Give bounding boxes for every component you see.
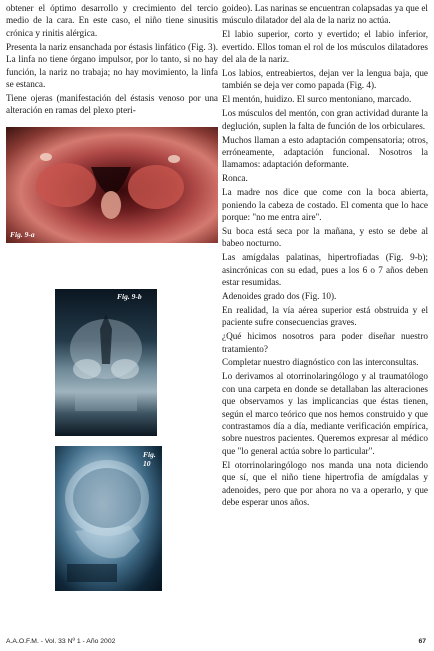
paragraph: En realidad, la vía aérea superior está obstruida y el paciente sufre consecuencias graves. [222, 304, 428, 328]
paragraph: goideo). Las narinas se encuentran colapsadas ya que el músculo dilatador del ala de la nariz no actúa. [222, 3, 428, 26]
paragraph: Presenta la nariz ensanchada por éstasis linfático (Fig. 3). La linfa no tiene órgano impulsor, por lo tanto, si no hay función, la nariz no trabaja; no hay movimiento, la linfa se estanca. [6, 41, 218, 89]
figure-9a-throat-photo [6, 127, 218, 243]
left-column [6, 2, 218, 118]
paragraph: Tiene ojeras (manifestación del éstasis venoso por una alteración en ramas del plexo pteri- [6, 92, 218, 116]
paragraph: El otorrinolaringólogo nos manda una nota diciendo que sí, que el niño tiene hipertrofia de amígdalas y adenoides, pero que por ahora no va a operarlo, y que debe esperar unos años. [222, 459, 428, 507]
paragraph: El labio superior, corto y evertido; el labio inferior, evertido. Ellos toman el rol de los músculos dilatadores del ala de la nariz. [222, 29, 428, 65]
paragraph: La madre nos dice que come con la boca abierta, poniendo la cabeza de costado. El comenta que lo hace porque: "no me entra aire". [222, 187, 428, 222]
paragraph: Las amígdalas palatinas, hipertrofiadas (Fig. 9-b); asincrónicas con su edad, pues a los 6 o 7 años deben estar resumidas. [222, 252, 428, 288]
paragraph: Completar nuestro diagnóstico con las interconsultas. [222, 357, 419, 368]
paragraph: Lo derivamos al otorrinolaringólogo y al traumatólogo con una carpeta en donde se detallaban las alteraciones que observamos y las implicancias que éstas tienen, según el marco teórico que nos hemos construido y que contrastamos día a día, mediante verificación empírica, sobre nuestros pacientes. Queremos expresar al médico que "lo general actúa sobre lo particular". [222, 371, 428, 456]
figure-label: Fig. 10 [143, 450, 156, 468]
figure-10-xray-lateral [55, 446, 162, 591]
paragraph: Muchos llaman a esto adaptación compensatoria; otros, erróneamente, adaptación funcional. Nosotros la llamamos: adaptación deformante. [222, 134, 428, 170]
paragraph: El mentón, huidizo. El surco mentoniano, marcado. [222, 94, 412, 105]
page-number: 67 [418, 638, 426, 645]
throat-photo-image [6, 127, 218, 243]
figure-label: Fig. 9-b [117, 292, 142, 301]
paragraph: ¿Qué hicimos nosotros para poder diseñar nuestro tratamiento? [222, 331, 428, 354]
figure-9b-xray-frontal [55, 289, 157, 436]
paragraph: Los músculos del mentón, con gran actividad durante la deglución, suplen la falta de función de los orbiculares. [222, 108, 428, 131]
figure-label: Fig. 9-a [10, 230, 35, 239]
journal-citation: A.A.O.F.M. - Vol. 33 Nº 1 - Año 2002 [6, 638, 116, 645]
paragraph: Ronca. [222, 173, 248, 184]
paragraph: Adenoides grado dos (Fig. 10). [222, 290, 337, 301]
paragraph: obtener el óptimo desarrollo y crecimiento del tercio medio de la cara. En este caso, el niño tiene sinusitis crónica y rinitis alérgica. [6, 3, 218, 38]
paragraph: Los labios, entreabiertos, dejan ver la lengua baja, que también se deja ver como papada (Fig. 4). [222, 68, 428, 91]
right-column [222, 2, 428, 510]
xray-frontal-image [55, 289, 157, 436]
paragraph: Su boca está seca por la mañana, y esto se debe al babeo nocturno. [222, 225, 428, 249]
